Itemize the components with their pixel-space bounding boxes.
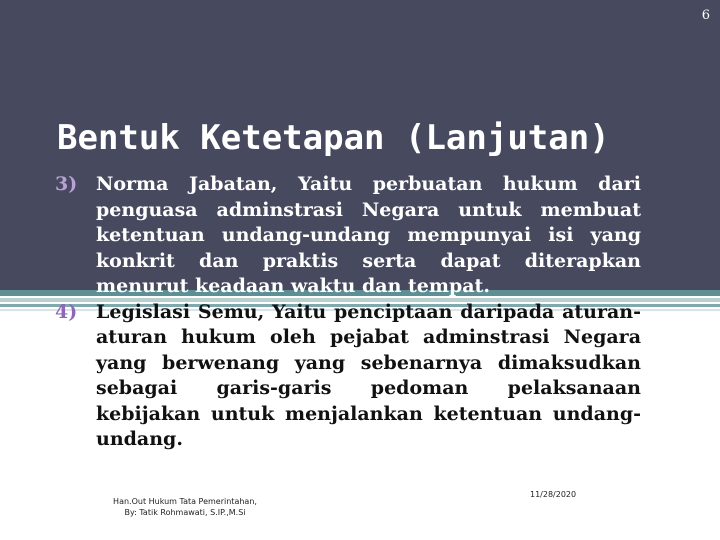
slide-body — [55, 172, 641, 453]
footer-line: Han.Out Hukum Tata Pemerintahan, — [113, 497, 257, 506]
list-item-number: 4) — [55, 300, 78, 323]
footer-author — [105, 496, 265, 518]
list-item-text: Legislasi Semu, Yaitu penciptaan daripada aturan-aturan hukum oleh pejabat adminstrasi Negara yang berwenang yang sebenarnya dimaksudkan sebagai garis-garis pedoman pelaksanaan kebijakan untuk menjalankan ketentuan undang-undang. — [96, 300, 641, 450]
list-item — [55, 172, 641, 300]
list-item-text: Norma Jabatan, Yaitu perbuatan hukum dari penguasa adminstrasi Negara untuk membuat ketentuan undang-undang mempunyai isi yang konkrit dan praktis serta dapat diterapkan menurut keadaan waktu dan tempat. — [96, 173, 641, 297]
slide-number: 6 — [701, 8, 710, 23]
slide-title: Bentuk Ketetapan (Lanjutan) — [57, 118, 610, 158]
list-item — [55, 300, 641, 453]
footer-date: 11/28/2020 — [530, 490, 577, 499]
list-item-number: 3) — [55, 173, 78, 195]
footer-line: By: Tatik Rohmawati, S.IP.,M.Si — [124, 508, 246, 517]
